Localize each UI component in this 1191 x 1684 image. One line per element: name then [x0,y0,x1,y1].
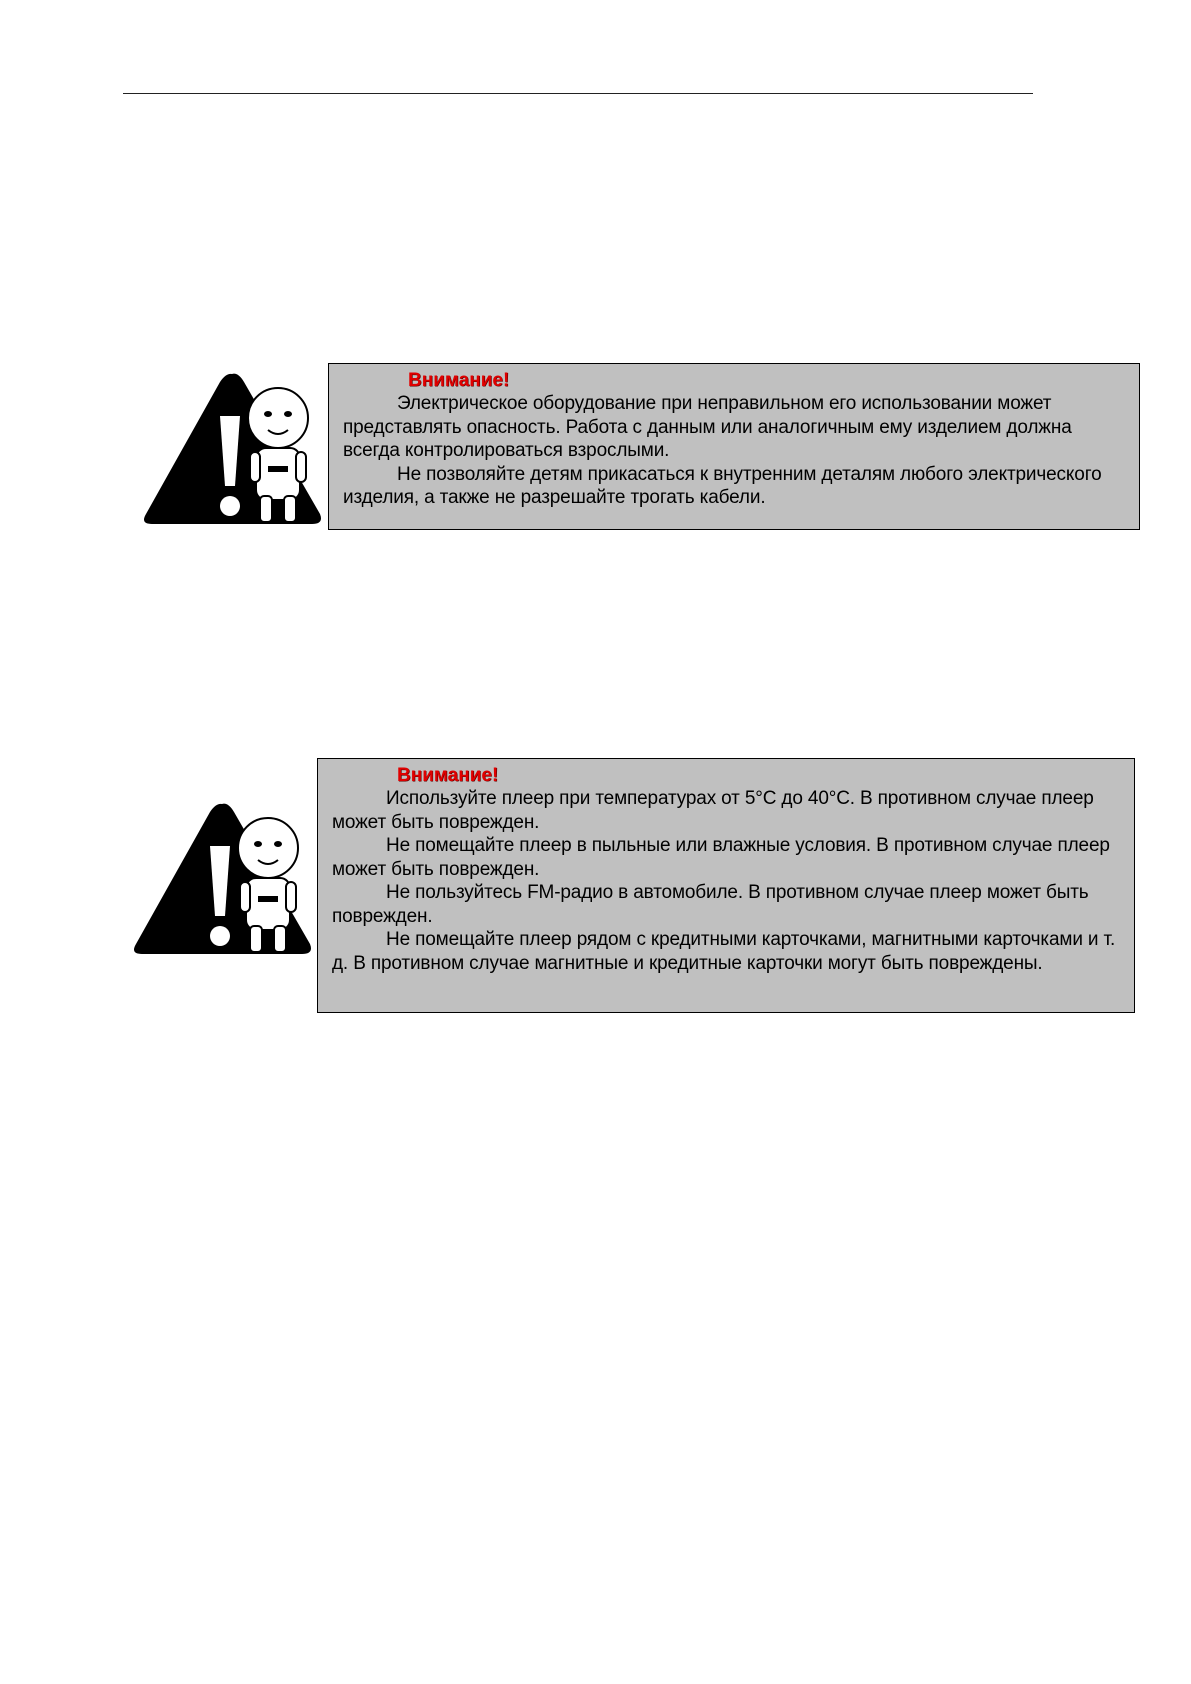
warning-block-electrical [0,363,1191,533]
warning-paragraph: Используйте плеер при температурах от 5°C до 40°C. В противном случае плеер может быть поврежден. [332,788,1094,833]
warning-robot-icon [128,798,316,958]
warning-paragraph: Не помещайте плеер рядом с кредитными карточками, магнитными карточками и т. д. В противном случае магнитные и кредитные карточки могут быть повреждены. [332,929,1116,974]
warning-title: Внимание! [397,765,499,786]
warning-block-player [0,758,1191,1016]
warning-paragraph: Не пользуйтесь FM-радио в автомобиле. В противном случае плеер может быть поврежден. [332,882,1089,927]
warning-paragraph: Не позволяйте детям прикасаться к внутренним деталям любого электрического изделия, а также не разрешайте трогать кабели. [343,463,1102,508]
warning-title: Внимание! [408,370,510,391]
warning-paragraph: Электрическое оборудование при неправильном его использовании может представлять опасность. Работа с данным или аналогичным ему изделием должна всегда контролироваться взрослыми. [343,393,1072,461]
warning-paragraph: Не помещайте плеер в пыльные или влажные условия. В противном случае плеер может быть поврежден. [332,835,1110,880]
warning-box [328,363,1140,530]
warning-box [317,758,1135,1013]
header-rule [123,93,1033,94]
warning-robot-icon [138,368,326,528]
